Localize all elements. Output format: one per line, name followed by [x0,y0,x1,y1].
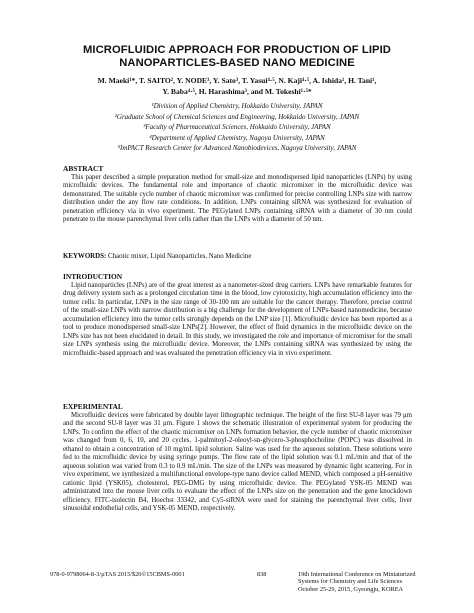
introduction-text: Lipid nanoparticles (LNPs) are of the great interest as a nanometer-sized drug carriers. LNPs have remarkable features for drug delivery system such as a prolonged circulation time in the blood, low cytotoxicity, high accumulation efficiency into the tumor cells. In particular, LNPs in the size range of 30-100 nm are suitable for the cancer therapy. Therefore, precise control of the small-size LNPs with narrow distribution is a big challenge for the development of LNPs-based nanomedicine, because accumulation efficiency into the tumor cells strongly depends on the LNP size [1]. Microfluidic device has been reported as a tool to produce monodispersed small-size LNPs[2]. However, the effect of fluid dynamics in the microfluidic device on the LNPs size has not been elucidated in detail. In this study, we investigated the role and importance of micromixer for the small size LNPs synthesis using the microfluidic device. Moreover, the LNPs containing siRNA was synthesized by using the microfluidic-based approach and was evaluated the penetration efficiency via in vivo experiment. [63,282,412,357]
footer-conference [298,571,458,593]
keywords [63,253,412,262]
abstract-heading: ABSTRACT [63,164,104,173]
conference-line-3: October 25-29, 2015, Gyeongju, KOREA [298,585,404,593]
paper-title [40,44,434,70]
introduction-heading: INTRODUCTION [63,272,123,281]
title-line-1: MICROFLUIDIC APPROACH FOR PRODUCTION OF LIPID [82,44,391,56]
affiliations [50,101,424,154]
affiliation-2: ²Graduate School of Chemical Sciences and Engineering, Hokkaido University, JAPAN [114,112,360,121]
authors-line-2: Y. Baba⁴·⁵, H. Harashima³, and M. Tokeshi¹·⁵* [162,87,312,96]
abstract-text: This paper described a simple preparation method for small-size and monodispersed lipid nanoparticles (LNPs) by using microfluidic devices. The fundamental role and importance of chaotic micromixer in the microfluidic device was demonstrated. The suitable cycle number of chaotic micromixer was confirmed for precise controlling LNPs size with narrow distribution under the any flow rate conditions. In addition, LNPs containing siRNA was synthesized for evaluation of penetration efficiency via in vivo experiment. The PEGylated LNPs containing siRNA with a diameter of 30 nm could penetrate to the mouse parenchymal liver cells rather than the LNPs with a diameter of 50 nm. [63,174,412,224]
affiliation-4: ⁴Department of Applied Chemistry, Nagoya University, JAPAN [149,133,325,142]
conference-line-2: Systems for Chemistry and Life Sciences [298,578,403,586]
footer-isbn: 978-0-9798064-8-3/µTAS 2015/$20©15CBMS-0001 [50,571,185,578]
experimental-heading: EXPERIMENTAL [63,402,123,411]
author-list [48,75,426,97]
conference-line-1: 19th International Conference on Miniaturized [298,571,416,578]
experimental-text: Microfluidic devices were fabricated by double layer lithographic technique. The height of the first SU-8 layer was 79 μm and the second SU-8 layer was 31 μm. Figure 1 shows the schematic illustration of experimental system for producing the LNPs. To confirm the effect of the chaotic micromixer on LNPs formation behavior, the cycle number of chaotic micromixer was changed from 0, 6, 10, and 20 cycles. 1-palmitoyl-2-oleoyl-sn-glycero-3-phosphocholine (POPC) was dissolved in ethanol to obtain a concentration of 10 mg/mL lipid solution. Saline was used for the aqueous solution. These solutions were fed to the microfluidic device by using syringe pumps. The flow rate of the lipid solution was 0.1 mL/min and that of the aqueous solution was varied from 0.3 to 0.9 mL/min. The size of the LNPs was measured by dynamic light scattering. For in vivo experiment, we synthesized a multifunctional envelope-type nano device called MEND, which composed a pH-sensitive cationic lipid (YSK05), cholesterol, PEG-DMG by using microfluidic device. The PEGylated YSK-05 MEND was administrated into the mouse liver cells to evaluate the effect of the LNPs size on the penetration and the gene knockdown efficiency. FITC-isolectin B4, Hoechst 33342, and Cy5-siRNA were used for staining the parenchymal liver cells, liver sinusoidal endothelial cells, and YSK-05 MEND, respectively. [63,412,412,513]
keywords-label: KEYWORDS: [63,253,107,260]
footer-page-number: 838 [257,571,267,578]
affiliation-5: ⁵ImPACT Research Center for Advanced Nanobiodevices, Nagoya University, JAPAN [117,144,357,153]
title-line-2: NANOPARTICLES-BASED NANO MEDICINE [119,57,355,69]
keywords-text: Chaotic mixer, Lipid Nanoparticles, Nano Medicine [108,253,252,260]
affiliation-1: ¹Division of Applied Chemistry, Hokkaido University, JAPAN [151,102,323,110]
authors-line-1: M. Maeki¹*, T. SAITO², Y. NODE³, Y. Sato³, T. Yasui⁴·⁵, N. Kaji⁴·⁵, A. Ishida¹, H. Tani¹, [97,76,377,85]
affiliation-3: ³Faculty of Pharmaceutical Sciences, Hokkaido University, JAPAN [143,123,331,132]
